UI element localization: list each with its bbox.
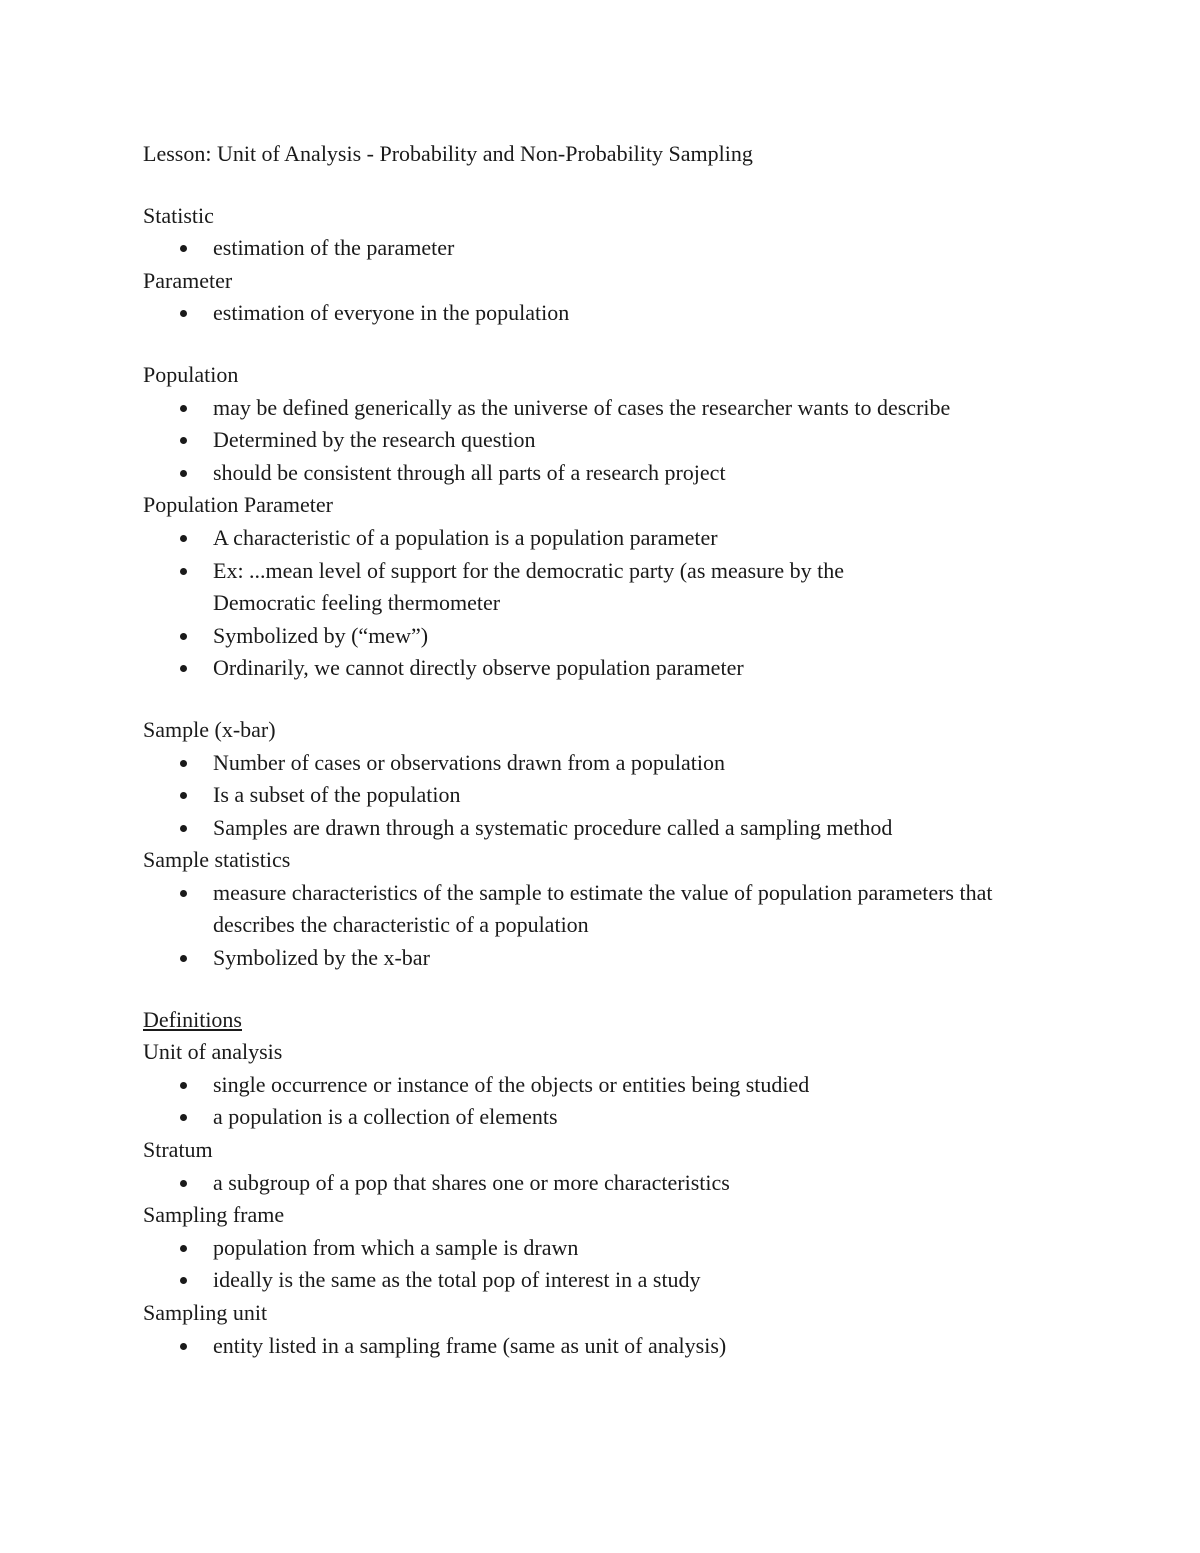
bullet-icon <box>180 568 187 575</box>
bullet-icon <box>180 405 187 412</box>
list-item: a population is a collection of elements <box>143 1101 1063 1134</box>
heading-parameter: Parameter <box>143 267 233 293</box>
list-item: should be consistent through all parts of a research project <box>143 457 1063 490</box>
list-sample-statistics <box>143 877 1063 975</box>
spacer <box>143 330 1063 359</box>
list-item: Symbolized by the x-bar <box>143 942 1063 975</box>
list-item: a subgroup of a pop that shares one or more characteristics <box>143 1167 1063 1200</box>
spacer <box>143 171 1063 200</box>
bullet-icon <box>180 825 187 832</box>
bullet-icon <box>180 890 187 897</box>
list-statistic <box>143 232 1063 265</box>
heading-sample: Sample (x-bar) <box>143 716 276 742</box>
list-item: estimation of everyone in the population <box>143 297 1063 330</box>
list-item: Symbolized by (“mew”) <box>143 620 1063 653</box>
list-item: population from which a sample is drawn <box>143 1232 1063 1265</box>
list-population <box>143 392 1063 490</box>
heading-unit-of-analysis: Unit of analysis <box>143 1039 283 1065</box>
bullet-icon <box>180 955 187 962</box>
document-body <box>143 138 1063 1362</box>
bullet-icon <box>180 245 187 252</box>
heading-sampling-frame: Sampling frame <box>143 1202 285 1228</box>
list-item: ideally is the same as the total pop of interest in a study <box>143 1264 1063 1297</box>
bullet-icon <box>180 1114 187 1121</box>
heading-stratum: Stratum <box>143 1137 213 1163</box>
list-item: entity listed in a sampling frame (same as unit of analysis) <box>143 1330 1063 1363</box>
list-parameter <box>143 297 1063 330</box>
list-stratum <box>143 1167 1063 1200</box>
bullet-icon <box>180 792 187 799</box>
bullet-icon <box>180 437 187 444</box>
bullet-icon <box>180 665 187 672</box>
list-item: estimation of the parameter <box>143 232 1063 265</box>
bullet-icon <box>180 310 187 317</box>
list-item: Is a subset of the population <box>143 779 1063 812</box>
list-item: Ex: ...mean level of support for the democratic party (as measure by the Democratic feeling thermometer <box>143 555 933 620</box>
page-title: Lesson: Unit of Analysis - Probability and Non-Probability Sampling <box>143 141 753 166</box>
bullet-icon <box>180 1343 187 1350</box>
spacer <box>143 975 1063 1004</box>
bullet-icon <box>180 1277 187 1284</box>
bullet-icon <box>180 760 187 767</box>
list-item: Ordinarily, we cannot directly observe population parameter <box>143 652 1063 685</box>
list-item: may be defined generically as the universe of cases the researcher wants to describe <box>143 392 1063 425</box>
list-unit-of-analysis <box>143 1069 1063 1134</box>
heading-statistic: Statistic <box>143 202 214 228</box>
bullet-icon <box>180 470 187 477</box>
spacer <box>143 685 1063 714</box>
heading-sample-statistics: Sample statistics <box>143 847 291 873</box>
bullet-icon <box>180 535 187 542</box>
list-item: Determined by the research question <box>143 424 1063 457</box>
heading-population-parameter: Population Parameter <box>143 492 334 518</box>
bullet-icon <box>180 1082 187 1089</box>
heading-definitions: Definitions <box>143 1006 242 1032</box>
list-item: Samples are drawn through a systematic procedure called a sampling method <box>143 812 1063 845</box>
list-sampling-frame <box>143 1232 1063 1297</box>
heading-population: Population <box>143 361 239 387</box>
list-item: measure characteristics of the sample to estimate the value of population parameters that describes the characteristic of a population <box>143 877 1063 942</box>
heading-sampling-unit: Sampling unit <box>143 1300 268 1325</box>
list-sample <box>143 747 1063 845</box>
bullet-icon <box>180 1245 187 1252</box>
list-sampling-unit <box>143 1330 1063 1363</box>
list-population-parameter <box>143 522 1063 685</box>
list-item: Number of cases or observations drawn from a population <box>143 747 1063 780</box>
list-item: single occurrence or instance of the objects or entities being studied <box>143 1069 1063 1102</box>
bullet-icon <box>180 633 187 640</box>
list-item: A characteristic of a population is a population parameter <box>143 522 1063 555</box>
bullet-icon <box>180 1180 187 1187</box>
